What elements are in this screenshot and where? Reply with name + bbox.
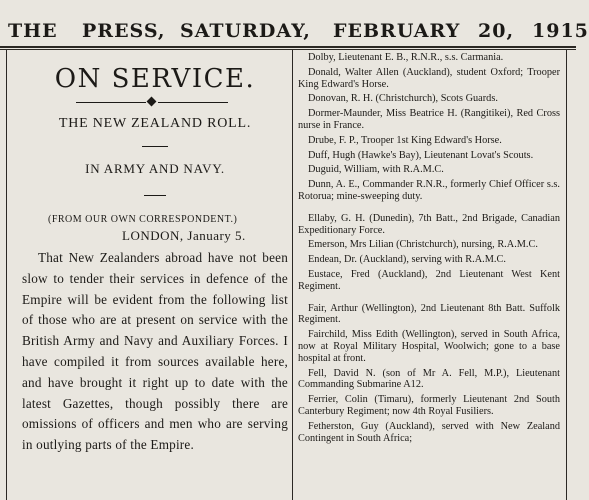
column-rule-right	[566, 50, 567, 500]
masthead-title: PRESS,	[82, 20, 166, 42]
roll-entry: Ferrier, Colin (Timaru), formerly Lieutenant 2nd South Canterbury Regiment; now 4th Royal Fusiliers.	[298, 394, 560, 417]
roll-entry: Emerson, Mrs Lilian (Christchurch), nursing, R.A.M.C.	[308, 239, 538, 251]
roll-entry: Duguid, William, with R.A.M.C.	[308, 164, 444, 176]
subhead-divider	[142, 146, 168, 147]
roll-entry: Fairchild, Miss Edith (Wellington), served in South Africa, now at Royal Military Hospital, Woolwich; gone to a base hospital at front.	[298, 329, 560, 364]
masthead-year: 1915	[532, 20, 589, 42]
roll-entry: Dolby, Lieutenant E. B., R.N.R., s.s. Carmania.	[308, 52, 504, 63]
roll-entry: Ellaby, G. H. (Dunedin), 7th Batt., 2nd Brigade, Canadian Expeditionary Force.	[298, 212, 560, 236]
article-byline: (FROM OUR OWN CORRESPONDENT.)	[48, 214, 238, 225]
article-subhead-secondary: IN ARMY AND NAVY.	[85, 161, 225, 176]
article-column	[22, 52, 288, 500]
masthead-rule-thin	[0, 49, 576, 50]
roll-entry: Eustace, Fred (Auckland), 2nd Lieutenant West Kent Regiment.	[298, 268, 560, 292]
masthead-the: THE	[8, 20, 58, 42]
roll-entry: Dormer-Maunder, Miss Beatrice H. (Rangitikei), Red Cross nurse in France.	[298, 108, 560, 131]
masthead-rule	[0, 46, 576, 48]
article-dateline: LONDON, January 5.	[122, 228, 246, 243]
roll-entry: Fetherston, Guy (Auckland), served with New Zealand Contingent in South Africa;	[298, 420, 560, 444]
ornament-diamond	[147, 97, 157, 107]
headline-ornament	[22, 96, 288, 110]
column-rule-left	[6, 50, 7, 500]
subhead-divider-secondary	[144, 195, 166, 196]
article-headline: ON SERVICE.	[54, 64, 256, 94]
roll-list	[298, 52, 560, 500]
roll-entry: Donald, Walter Allen (Auckland), student Oxford; Trooper King Edward's Horse.	[298, 66, 560, 90]
roll-entry: Duff, Hugh (Hawke's Bay), Lieutenant Lovat's Scouts.	[308, 149, 534, 161]
masthead-month: FEBRUARY	[333, 20, 461, 42]
column-rule-middle	[292, 50, 293, 500]
masthead-day: SATURDAY,	[180, 20, 311, 42]
roll-entry: Donovan, R. H. (Christchurch), Scots Guards.	[308, 93, 498, 105]
roll-entry: Drube, F. P., Trooper 1st King Edward's Horse.	[308, 134, 502, 146]
article-body: That New Zealanders abroad have not been slow to tender their services in defence of the Empire will be evident from the following list of those who are at present on service with the British Army and Navy and Auxiliary Forces. I have compiled it from sources available here, and have brought it right up to date with the latest Gazettes, though possibly there are omissions of officers and men who are serving in outlying parts of the Empire.	[22, 250, 288, 453]
roll-entry: Fair, Arthur (Wellington), 2nd Lieutenant 8th Batt. Suffolk Regiment.	[298, 302, 560, 326]
masthead-date: 20,	[478, 20, 515, 42]
roll-entry: Endean, Dr. (Auckland), serving with R.A.M.C.	[308, 254, 506, 266]
article-subhead: THE NEW ZEALAND ROLL.	[58, 116, 252, 131]
roll-entry: Fell, David N. (son of Mr A. Fell, M.P.), Lieutenant Commanding Submarine A12.	[298, 367, 560, 391]
roll-entry: Dunn, A. E., Commander R.N.R., formerly Chief Officer s.s. Rotorua; mine-sweeping duty.	[298, 179, 560, 202]
masthead	[0, 20, 589, 44]
